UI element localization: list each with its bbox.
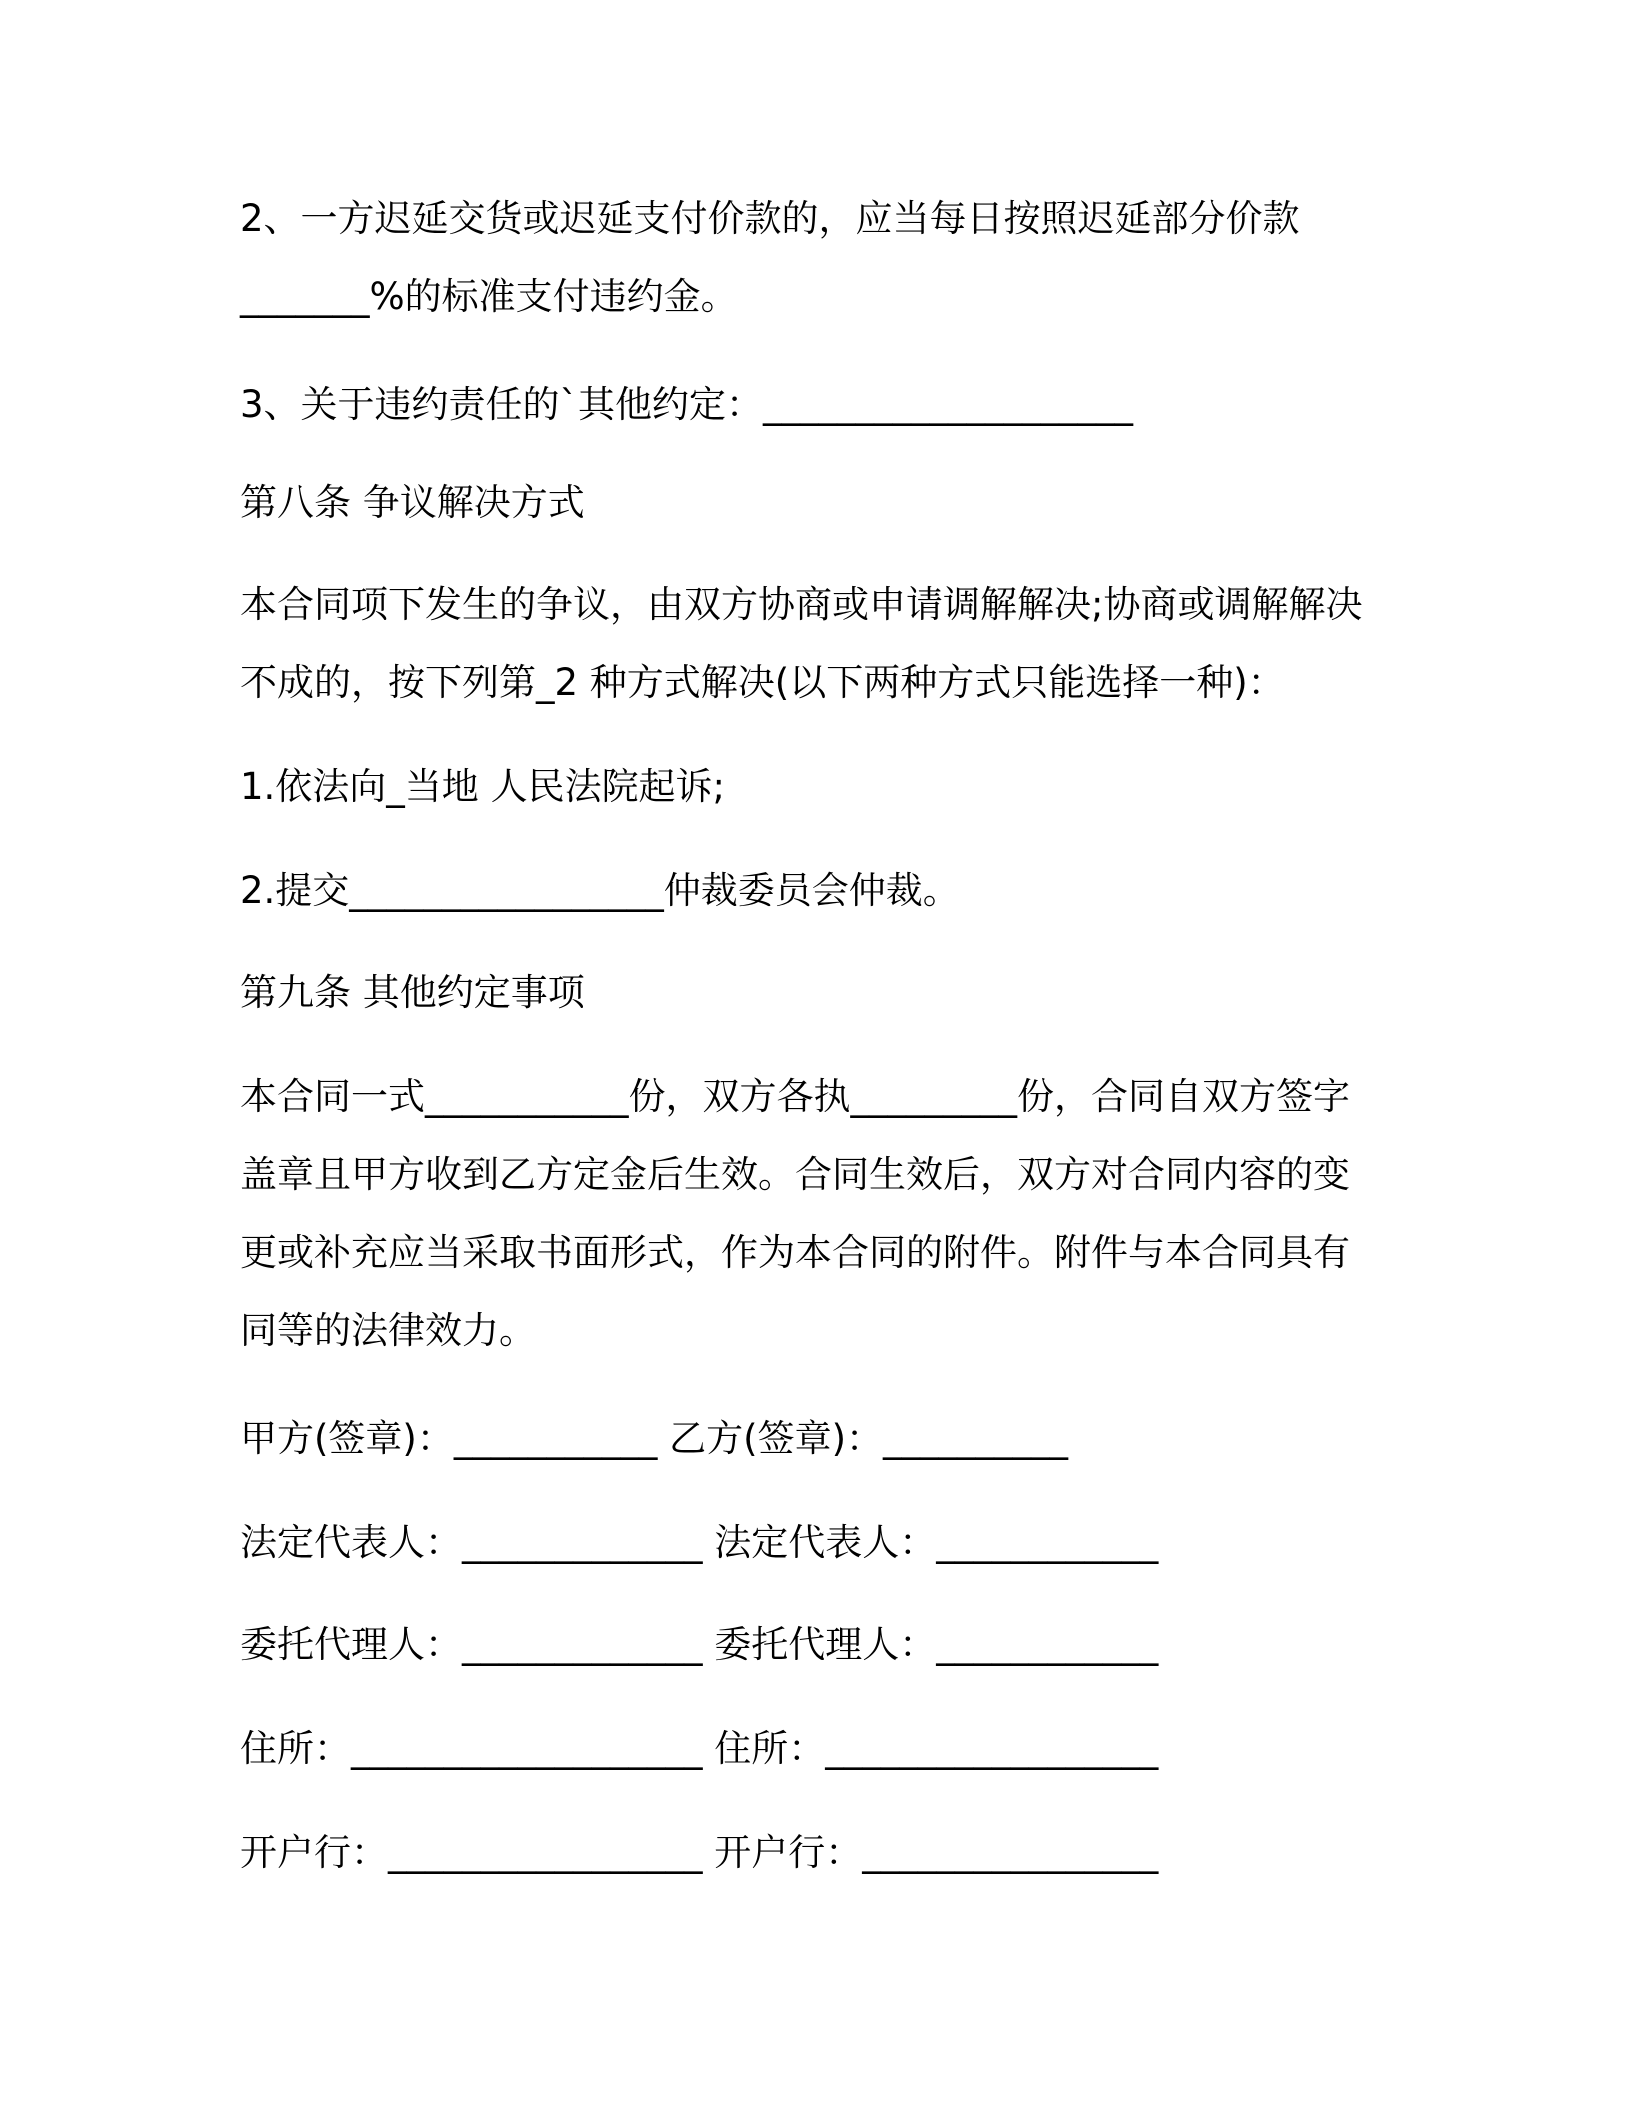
clause-7-item-2-line-1: 2、一方迟延交货或迟延支付价款的，应当每日按照迟延部分价款 [240,197,1300,240]
article-8-option-1: 1.依法向_当地 人民法院起诉; [240,765,726,808]
article-9-paragraph-line-1: 本合同一式___________份，双方各执_________份，合同自双方签字 [240,1075,1350,1118]
article-8-paragraph-line-2: 不成的，按下列第_2 种方式解决(以下两种方式只能选择一种)： [240,661,1285,704]
signature-line-bank: 开户行：_________________ 开户行：________________ [240,1831,1159,1874]
article-9-heading: 第九条 其他约定事项 [240,971,585,1014]
article-9-paragraph-line-3: 更或补充应当采取书面形式，作为本合同的附件。附件与本合同具有 [240,1231,1350,1274]
article-9-paragraph-line-2: 盖章且甲方收到乙方定金后生效。合同生效后，双方对合同内容的变 [240,1153,1350,1196]
signature-line-legal-rep: 法定代表人：_____________ 法定代表人：____________ [240,1521,1159,1564]
clause-7-item-3: 3、关于违约责任的`其他约定：____________________ [240,383,1134,426]
signature-line-party: 甲方(签章)：___________ 乙方(签章)：__________ [240,1417,1069,1460]
signature-line-address: 住所：___________________ 住所：__________________ [240,1727,1159,1770]
clause-7-item-2-line-2: _______%的标准支付违约金。 [240,275,738,318]
article-8-heading: 第八条 争议解决方式 [240,481,585,524]
article-8-option-2: 2.提交_________________仲裁委员会仲裁。 [240,869,960,912]
signature-line-agent: 委托代理人：_____________ 委托代理人：____________ [240,1623,1159,1666]
article-8-paragraph-line-1: 本合同项下发生的争议，由双方协商或申请调解解决;协商或调解解决 [240,583,1363,626]
article-9-paragraph-line-4: 同等的法律效力。 [240,1309,536,1352]
